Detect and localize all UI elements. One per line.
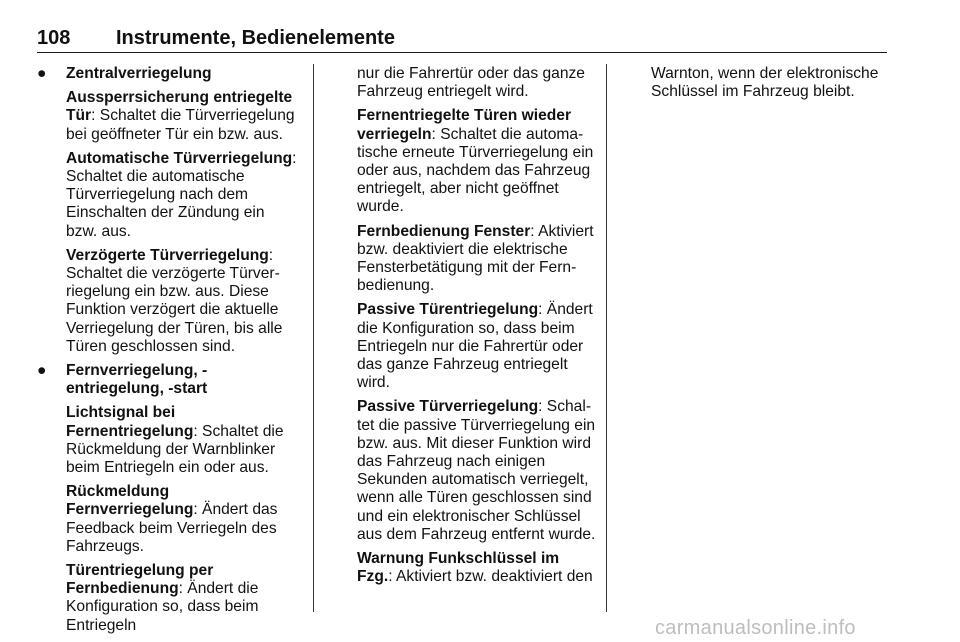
entry-term: Fernentriegelte Türen wieder verriegeln [357, 107, 572, 143]
entry-tuerentriegelung-fernbedienung [66, 562, 299, 635]
bullet-icon: ● [37, 362, 47, 380]
entry-text: : Schaltet die passive Türverriegelung ein bzw. aus. Mit dieser Funktion wird das Fahrzeug nach einigen Sekunden automatisch verriegelt, wenn alle Türen geschlossen sind und ein elektronischer Schlüssel aus dem Fahrzeug entfernt wurde. [357, 398, 596, 543]
entry-warnung-funkschluessel [357, 550, 597, 586]
column-divider-1 [313, 64, 314, 612]
column-2 [357, 65, 597, 592]
entry-lichtsignal [66, 404, 299, 477]
entry-term: Passive Türverriegelung [357, 398, 539, 416]
column-divider-2 [606, 64, 607, 612]
bullet-title: Fernverriegelung, -entriegelung, -start [66, 362, 208, 398]
entry-continuation [651, 65, 891, 101]
entry-term: Rückmeldung Fernverriegelung [66, 483, 194, 519]
entry-text: : Schaltet die Rückmeldung der Warnblinker beim Entriegeln ein oder aus. [66, 422, 284, 477]
page-number: 108 [37, 27, 71, 49]
column-3 [651, 65, 891, 107]
entry-text: : Schaltet die Türverriegelung bei geöffneter Tür ein bzw. aus. [66, 107, 295, 143]
entry-text: : Ändert die Konfiguration so, dass beim Entriegeln nur die Fahrertür oder das ganze Fahrzeug entriegelt wird. [357, 301, 593, 392]
entry-automatische-tuerverriegelung [66, 150, 299, 241]
entry-text: : Schaltet die automatische Türverriegelung nach dem Einschalten der Zündung ein bzw. aus. [66, 149, 297, 240]
entry-passive-tuerverriegelung [357, 398, 597, 544]
entry-text: : Ändert das Feedback beim Verriegeln des Fahrzeugs. [66, 501, 278, 555]
entry-text: : Ändert die Konfiguration so, dass beim Entriegeln [66, 580, 259, 634]
entry-term: Automatische Türverriegelung [66, 149, 293, 167]
entry-passive-tuerentriegelung [357, 301, 597, 392]
entry-aussperrsicherung [66, 89, 299, 144]
entry-text: : Aktiviert bzw. deaktiviert den [388, 568, 593, 586]
bullet-icon: ● [37, 65, 47, 82]
entry-wieder-verriegeln [357, 107, 597, 216]
entry-term: Fernbedienung Fenster [357, 222, 531, 240]
entry-text: : Aktiviert bzw. deaktiviert die elektrische Fensterbetätigung mit der Fernbedienung. [357, 222, 594, 295]
section-title: Instrumente, Bedienelemente [116, 27, 395, 49]
entry-fernbedienung-fenster [357, 223, 597, 296]
bullet-fernverriegelung [37, 362, 299, 398]
entry-term: Lichtsignal bei Fernentriegelung [66, 404, 194, 440]
entry-continuation [357, 65, 597, 101]
entry-term: Verzögerte Türverriegelung [66, 246, 269, 264]
page-header [37, 26, 887, 53]
entry-text: : Schaltet die verzögerte Türverriegelung ein bzw. aus. Diese Funktion verzögert die aktuelle Verriegelung der Türen, bis alle Türen geschlossen sind. [66, 246, 283, 355]
bullet-zentralverriegelung [37, 65, 299, 83]
entry-text: nur die Fahrertür oder das ganze Fahrzeug entriegelt wird. [357, 65, 585, 101]
column-1 [37, 65, 299, 641]
entry-term: Türentriegelung per Fernbedienung [66, 562, 214, 598]
entry-rueckmeldung [66, 483, 299, 556]
watermark: carmanualsonline.info [655, 617, 856, 639]
entry-text: : Schaltet die automatische erneute Türverriegelung ein oder aus, nachdem das Fahrzeug entriegelt, aber nicht geöffnet wurde. [357, 125, 594, 216]
entry-text: Warnton, wenn der elektronische Schlüssel im Fahrzeug bleibt. [651, 65, 879, 101]
entry-term: Aussperrsicherung entriegelte Tür [66, 89, 293, 125]
entry-term: Warnung Funkschlüssel im Fzg. [357, 550, 560, 586]
entry-term: Passive Türentriegelung [357, 301, 539, 319]
entry-verzoegerte-tuerverriegelung [66, 247, 299, 356]
bullet-title: Zentralverriegelung [66, 65, 212, 82]
